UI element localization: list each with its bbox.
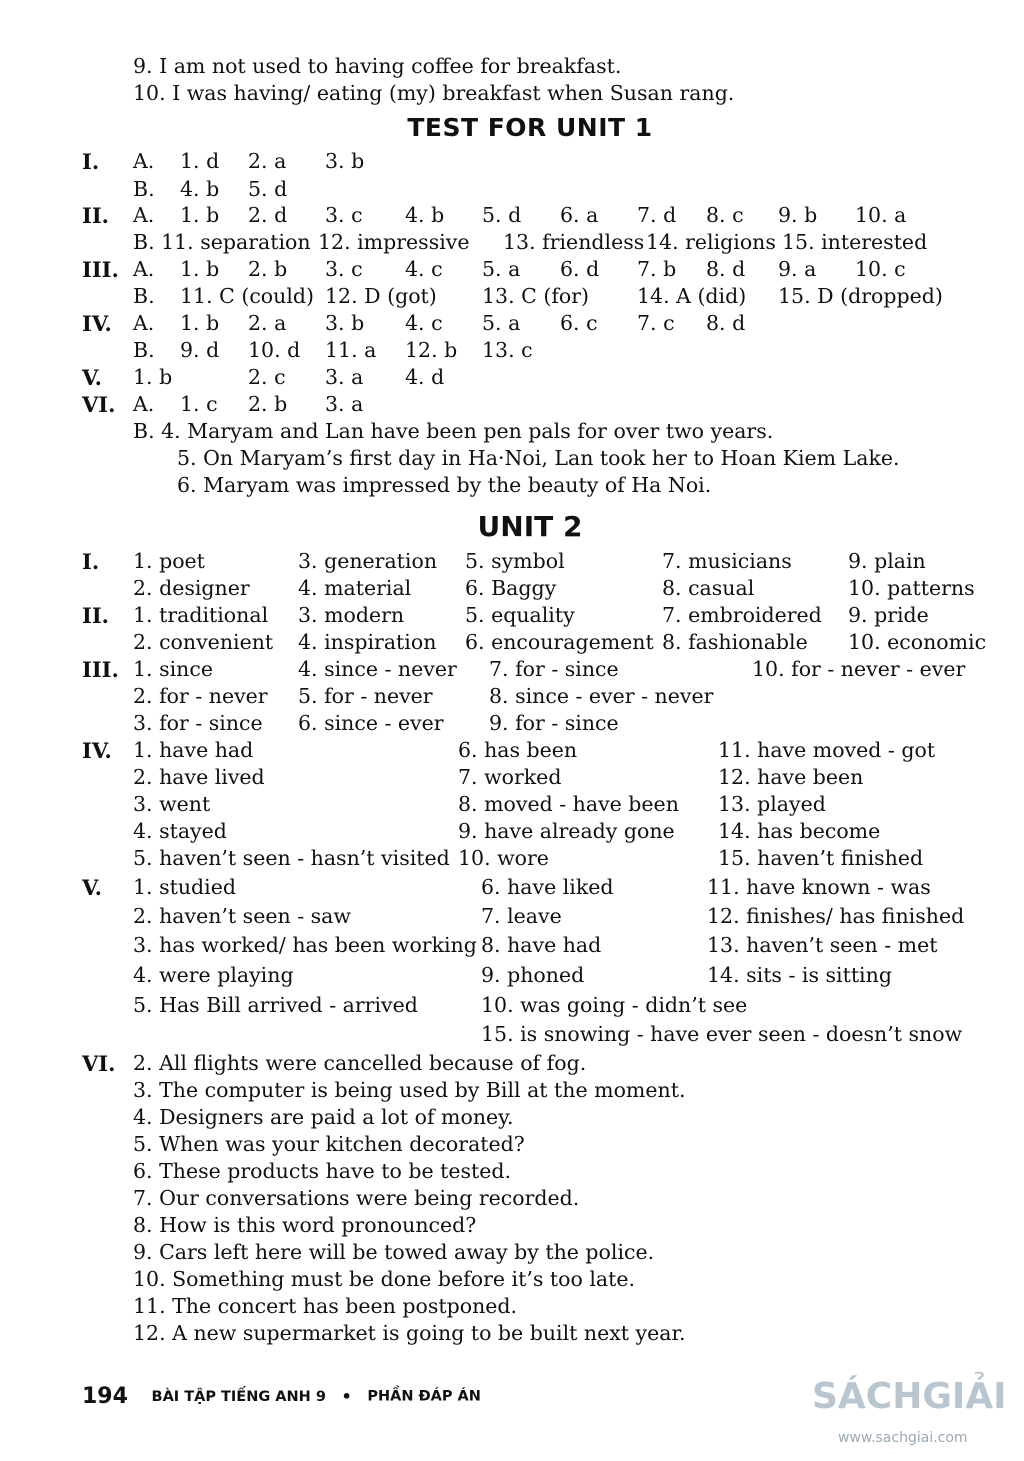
answer-cell: 3. c bbox=[325, 257, 363, 281]
answer-cell: 2. designer bbox=[133, 576, 250, 600]
answer-cell: 3. for - since bbox=[133, 711, 263, 735]
footer-bullet: • bbox=[341, 1387, 352, 1406]
answer-cell: 10. d bbox=[248, 338, 301, 362]
answer-cell: 12. b bbox=[405, 338, 458, 362]
unit2-title: UNIT 2 bbox=[477, 510, 583, 543]
answer-cell: 4. were playing bbox=[133, 963, 294, 987]
answer-cell: 6. encouragement bbox=[465, 630, 654, 654]
answer-cell: 14. sits - is sitting bbox=[707, 963, 892, 987]
roman-numeral: II. bbox=[82, 603, 109, 628]
answer-cell: 15. interested bbox=[782, 230, 928, 254]
answer-cell: 8. c bbox=[706, 203, 744, 227]
book-title: BÀI TẬP TIẾNG ANH 9 bbox=[151, 1388, 326, 1405]
passive-answer: 10. Something must be done before it’s too late. bbox=[133, 1267, 635, 1291]
answer-cell: 2. have lived bbox=[133, 765, 265, 789]
roman-numeral: VI. bbox=[82, 1051, 116, 1076]
answer-cell: 13. played bbox=[718, 792, 826, 816]
answer-cell: 7. b bbox=[637, 257, 677, 281]
answer-cell: 12. impressive bbox=[318, 230, 470, 254]
answer-cell: 6. c bbox=[560, 311, 598, 335]
answer-cell: A. bbox=[133, 149, 155, 173]
answer-cell: 2. b bbox=[248, 392, 288, 416]
answer-cell: 6. have liked bbox=[481, 875, 614, 899]
answer-cell: 10. economic bbox=[848, 630, 987, 654]
answer-cell: 8. casual bbox=[662, 576, 755, 600]
answer-cell: 1. traditional bbox=[133, 603, 269, 627]
answer-cell: 7. d bbox=[637, 203, 677, 227]
answer-cell: 4. b bbox=[180, 177, 220, 201]
answer-cell: 14. A (did) bbox=[637, 284, 747, 308]
answer-cell: 4. b bbox=[405, 203, 445, 227]
answer-cell: 9. b bbox=[778, 203, 818, 227]
answer-cell: 9. phoned bbox=[481, 963, 585, 987]
answer-cell: 3. went bbox=[133, 792, 211, 816]
roman-numeral: IV. bbox=[82, 738, 112, 763]
answer-cell: 13. friendless bbox=[503, 230, 645, 254]
passive-answer: 11. The concert has been postponed. bbox=[133, 1294, 518, 1318]
top-answer-10: 10. I was having/ eating (my) breakfast when Susan rang. bbox=[133, 81, 735, 105]
answer-cell: 1. b bbox=[133, 365, 173, 389]
roman-numeral: I. bbox=[82, 149, 100, 174]
answer-cell: 1. d bbox=[180, 149, 220, 173]
answer-cell: B. bbox=[133, 338, 155, 362]
answer-cell: 14. religions bbox=[646, 230, 776, 254]
passive-answer: 3. The computer is being used by Bill at the moment. bbox=[133, 1078, 686, 1102]
answer-cell: 13. c bbox=[482, 338, 533, 362]
passive-answer: 4. Designers are paid a lot of money. bbox=[133, 1105, 514, 1129]
passive-answer: 2. All flights were cancelled because of fog. bbox=[133, 1051, 587, 1075]
answer-cell: 3. has worked/ has been working bbox=[133, 933, 477, 957]
answer-cell: 10. c bbox=[855, 257, 906, 281]
answer-cell: 6. since - ever bbox=[298, 711, 444, 735]
answer-cell: 1. c bbox=[180, 392, 218, 416]
answer-cell: A. bbox=[133, 392, 155, 416]
page-footer bbox=[82, 1384, 481, 1409]
answer-cell: 2. d bbox=[248, 203, 288, 227]
page-number: 194 bbox=[82, 1384, 128, 1409]
vi-b-answer-6: 6. Maryam was impressed by the beauty of Ha Noi. bbox=[177, 473, 712, 497]
answer-cell: 7. embroidered bbox=[662, 603, 822, 627]
answer-cell: 3. a bbox=[325, 365, 364, 389]
answer-cell: 4. c bbox=[405, 257, 443, 281]
answer-cell: 10. wore bbox=[458, 846, 549, 870]
answer-cell: 9. a bbox=[778, 257, 817, 281]
answer-cell: 2. a bbox=[248, 311, 287, 335]
roman-numeral: V. bbox=[82, 365, 102, 390]
answer-cell: 7. musicians bbox=[662, 549, 792, 573]
answer-cell: 4. stayed bbox=[133, 819, 227, 843]
answer-cell: 2. a bbox=[248, 149, 287, 173]
answer-cell: 11. have known - was bbox=[707, 875, 931, 899]
answer-cell: A. bbox=[133, 311, 155, 335]
answer-cell: B. bbox=[133, 177, 155, 201]
answer-cell: 8. since - ever - never bbox=[489, 684, 714, 708]
answer-cell: 5. haven’t seen - hasn’t visited bbox=[133, 846, 450, 870]
top-answer-9: 9. I am not used to having coffee for breakfast. bbox=[133, 54, 622, 78]
answer-cell: 6. d bbox=[560, 257, 600, 281]
answer-cell: 4. d bbox=[405, 365, 445, 389]
answer-cell: 1. b bbox=[180, 203, 220, 227]
passive-answer: 5. When was your kitchen decorated? bbox=[133, 1132, 525, 1156]
answer-cell: 10. was going - didn’t see bbox=[481, 993, 748, 1017]
answer-cell: 5. d bbox=[248, 177, 288, 201]
passive-answer: 12. A new supermarket is going to be built next year. bbox=[133, 1321, 686, 1345]
answer-cell: 4. since - never bbox=[298, 657, 457, 681]
answer-cell: 6. a bbox=[560, 203, 599, 227]
answer-cell: 4. inspiration bbox=[298, 630, 437, 654]
roman-numeral: III. bbox=[82, 257, 119, 282]
answer-cell: 3. a bbox=[325, 392, 364, 416]
answer-cell: 10. patterns bbox=[848, 576, 975, 600]
answer-cell: 2. c bbox=[248, 365, 286, 389]
answer-cell: 9. plain bbox=[848, 549, 926, 573]
answer-cell: 2. convenient bbox=[133, 630, 274, 654]
answer-cell: 12. have been bbox=[718, 765, 864, 789]
answer-cell: 15. is snowing - have ever seen - doesn’t snow bbox=[481, 1022, 963, 1046]
answer-cell: 8. d bbox=[706, 311, 746, 335]
answer-cell: 11. have moved - got bbox=[718, 738, 936, 762]
answer-cell: 9. d bbox=[180, 338, 220, 362]
sachgiai-logo bbox=[812, 1370, 1024, 1420]
answer-cell: 5. Has Bill arrived - arrived bbox=[133, 993, 418, 1017]
answer-cell: A. bbox=[133, 257, 155, 281]
answer-cell: 4. c bbox=[405, 311, 443, 335]
roman-numeral: IV. bbox=[82, 311, 112, 336]
answer-cell: 5. equality bbox=[465, 603, 575, 627]
answer-cell: 1. since bbox=[133, 657, 213, 681]
roman-numeral: VI. bbox=[82, 392, 116, 417]
answer-cell: 3. modern bbox=[298, 603, 405, 627]
answer-cell: 1. studied bbox=[133, 875, 236, 899]
roman-numeral: V. bbox=[82, 875, 102, 900]
passive-answer: 7. Our conversations were being recorded. bbox=[133, 1186, 580, 1210]
answer-cell: 9. pride bbox=[848, 603, 929, 627]
answer-cell: 3. generation bbox=[298, 549, 438, 573]
answer-cell: 11. C (could) bbox=[180, 284, 315, 308]
answer-cell: 7. c bbox=[637, 311, 675, 335]
answer-cell: 7. for - since bbox=[489, 657, 619, 681]
answer-cell: 13. haven’t seen - met bbox=[707, 933, 938, 957]
answer-cell: 1. poet bbox=[133, 549, 205, 573]
roman-numeral: II. bbox=[82, 203, 109, 228]
answer-cell: 13. C (for) bbox=[482, 284, 590, 308]
answer-cell: 8. moved - have been bbox=[458, 792, 679, 816]
answer-cell: 2. for - never bbox=[133, 684, 268, 708]
roman-numeral: I. bbox=[82, 549, 100, 574]
answer-cell: 6. Baggy bbox=[465, 576, 557, 600]
answer-cell: 9. for - since bbox=[489, 711, 619, 735]
answer-cell: 12. D (got) bbox=[325, 284, 437, 308]
answer-cell: 6. has been bbox=[458, 738, 578, 762]
answer-cell: 7. leave bbox=[481, 904, 562, 928]
answer-cell: 5. a bbox=[482, 311, 521, 335]
answer-cell: 3. b bbox=[325, 311, 365, 335]
vi-b-answer-5: 5. On Maryam’s first day in Ha·Noi, Lan took her to Hoan Kiem Lake. bbox=[177, 446, 900, 470]
answer-cell: 1. have had bbox=[133, 738, 254, 762]
answer-cell: B. 11. separation bbox=[133, 230, 311, 254]
test-unit1-title: TEST FOR UNIT 1 bbox=[407, 113, 653, 142]
answer-cell: 7. worked bbox=[458, 765, 562, 789]
answer-cell: 15. haven’t finished bbox=[718, 846, 924, 870]
section-title: PHẦN ĐÁP ÁN bbox=[367, 1388, 481, 1405]
answer-cell: 9. have already gone bbox=[458, 819, 675, 843]
answer-cell: B. bbox=[133, 284, 155, 308]
answer-cell: 1. b bbox=[180, 311, 220, 335]
answer-cell: 4. material bbox=[298, 576, 412, 600]
answer-cell: 5. a bbox=[482, 257, 521, 281]
answer-cell: 14. has become bbox=[718, 819, 881, 843]
answer-cell: 5. symbol bbox=[465, 549, 565, 573]
answer-cell: 10. a bbox=[855, 203, 907, 227]
answer-cell: 12. finishes/ has finished bbox=[707, 904, 965, 928]
passive-answer: 8. How is this word pronounced? bbox=[133, 1213, 477, 1237]
answer-cell: 3. c bbox=[325, 203, 363, 227]
answer-cell: 8. have had bbox=[481, 933, 602, 957]
answer-cell: 10. for - never - ever bbox=[752, 657, 966, 681]
answer-cell: 2. haven’t seen - saw bbox=[133, 904, 351, 928]
answer-cell: 2. b bbox=[248, 257, 288, 281]
vi-b-answer-4: B. 4. Maryam and Lan have been pen pals for over two years. bbox=[133, 419, 774, 443]
answer-cell: 3. b bbox=[325, 149, 365, 173]
answer-cell: 5. d bbox=[482, 203, 522, 227]
answer-cell: 1. b bbox=[180, 257, 220, 281]
roman-numeral: III. bbox=[82, 657, 119, 682]
answer-cell: 15. D (dropped) bbox=[778, 284, 943, 308]
passive-answer: 9. Cars left here will be towed away by the police. bbox=[133, 1240, 655, 1264]
answer-cell: 5. for - never bbox=[298, 684, 433, 708]
answer-cell: 11. a bbox=[325, 338, 377, 362]
watermark-url: www.sachgiai.com bbox=[838, 1430, 968, 1446]
answer-cell: 8. d bbox=[706, 257, 746, 281]
answer-cell: A. bbox=[133, 203, 155, 227]
answer-cell: 8. fashionable bbox=[662, 630, 808, 654]
passive-answer: 6. These products have to be tested. bbox=[133, 1159, 512, 1183]
logo-text: SÁCHGIẢI bbox=[812, 1376, 1007, 1417]
